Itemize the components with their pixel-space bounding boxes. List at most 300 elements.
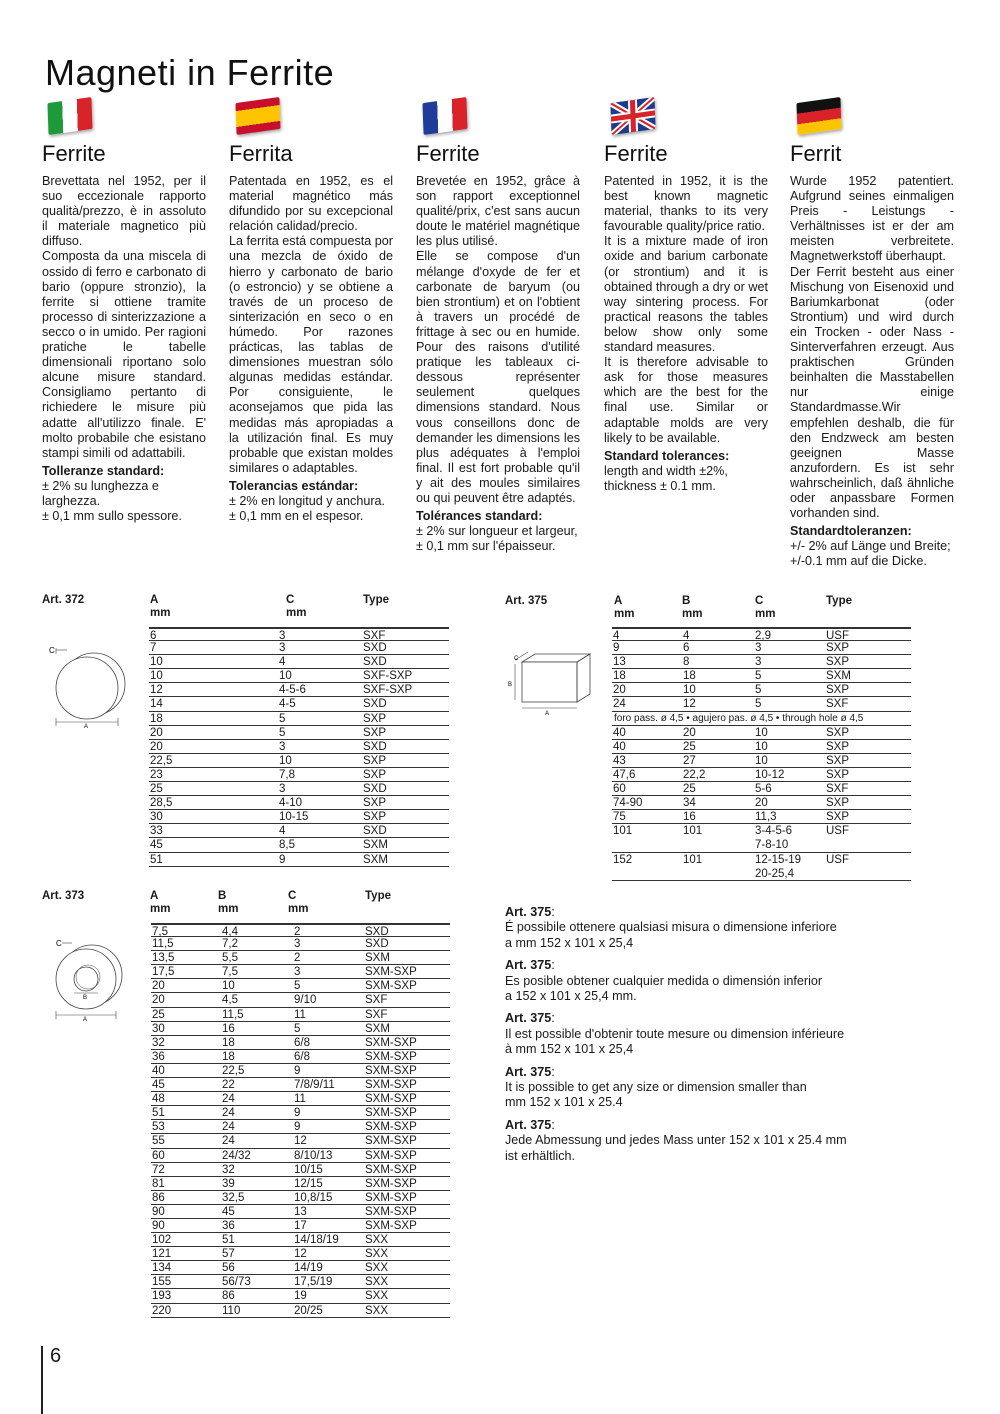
table-cell: SXP [826,684,850,697]
column-body: Patentada en 1952, es el material magnético más difundido por su excepcional relación calidad/precio. [229,174,393,234]
table-cell: SXX [365,1234,389,1247]
table-cell: 9/10 [294,994,317,1007]
table-cell: SXD [365,938,389,951]
table-cell: SXX [365,1290,389,1303]
table-cell: SXP [826,726,850,739]
table-cell: SXM [363,839,388,852]
table-cell: SXM-SXP [365,980,417,993]
table-cell: 60 [613,783,626,796]
table-cell: 20 [683,726,696,739]
table-row [151,1008,450,1022]
column-german [790,140,954,569]
table-cell: 6/8 [294,1050,310,1063]
table-cell: 6 [150,630,157,642]
table-cell: SXF [826,698,849,711]
table-row [149,627,449,641]
art-373-table [151,923,450,1318]
table-cell: 23 [150,768,163,781]
column-heading: Ferrit [790,141,842,166]
art-375-label: Art. 375 [505,595,548,607]
table-cell: 10 [755,754,768,767]
table-row [151,1275,450,1289]
table-row [151,923,450,937]
dimension-a-label: A [545,711,550,717]
table-cell: 34 [683,797,696,810]
table-cell: 57 [222,1248,235,1261]
note-text: Es posible obtener cualquier medida o dimensión inferior [505,973,823,988]
table-cell: SXM-SXP [365,1135,417,1148]
table-cell: 4-10 [279,797,303,810]
germany-flag-icon [796,97,841,135]
table-cell: 72 [152,1163,165,1176]
table-row [612,796,911,810]
table-row [612,726,911,740]
table-cell: SXM-SXP [365,1205,417,1218]
table-cell: 81 [152,1177,165,1190]
table-cell: 27 [683,754,696,767]
tolerance-heading: Standardtoleranzen: [790,524,912,539]
table-cell: 7 [150,642,157,655]
table-cell: SXP [363,811,387,824]
table-cell: 22 [222,1079,235,1092]
table-cell: 18 [222,1036,235,1049]
column-body: Wurde 1952 patentiert. Aufgrund seines einmaligen Preis - Leistungs - Verhältnisses ist er der am meisten verbreitete. Magnetwerkstoff überhaupt. [790,174,954,264]
table-cell: 75 [613,811,626,824]
table-cell: 13,5 [152,952,175,965]
table-row [151,1177,450,1191]
table-row [151,937,450,951]
table-cell: 24 [222,1121,235,1134]
table-cell: 45 [150,839,163,852]
dimension-c-label: C [514,656,519,662]
table-cell: 53 [152,1121,165,1134]
table-cell: 24 [613,698,626,711]
table-cell: 10 [279,754,292,767]
column-body: Composta da una miscela di ossido di ferro e carbonato di bario (oppure stronzio), la ferrite si ottiene tramite processo di sinterizzazione a secco o in umido. Per ragioni pratiche le tabelle dimensionali riportano solo alcune misure standard. Consigliamo pertanto di richiedere le misure più adatte all'utilizzo finale. E' molto probabile che esistano stampi simili od adattabili. [42,249,206,460]
table-cell: 43 [613,754,626,767]
block-magnet-diagram [502,650,607,720]
table-row [151,1191,450,1205]
column-header-a [150,594,170,620]
table-cell: 56 [222,1262,235,1275]
table-cell: 18 [222,1050,235,1063]
table-cell: 22,2 [683,768,706,781]
table-cell: 17,5/19 [294,1276,333,1289]
table-cell: SXM-SXP [365,1093,417,1106]
table-cell: 47,6 [613,768,636,781]
table-cell: 12 [294,1248,307,1261]
table-row [151,1205,450,1219]
header-unit: mm [755,608,776,620]
table-cell: 8/10/13 [294,1149,333,1162]
table-cell: SXM-SXP [365,1163,417,1176]
table-cell: 20 [755,797,768,810]
table-cell: 3 [755,656,762,669]
table-cell: SXF [826,783,849,796]
column-body: La ferrita está compuesta por una mezcla de óxido de hierro y carbonato de bario (o estroncio) y se obtiene a través de un proceso de sinterización en seco o en húmedo. Por razones prácticas, las tablas de dimensiones muestran sólo algunas medidas estándar. Por consiguiente, le aconsejamos que pida las medidas más apropiadas a la utilización final. Es muy probable que existan moldes similares o adaptables. [229,234,393,475]
table-row [149,754,449,768]
table-cell: 60 [152,1149,165,1162]
header-unit: mm [614,608,635,620]
table-cell: 22,5 [222,1064,245,1077]
note-block: Art. 375: Il est possible d'obtenir toute mesure ou dimension inférieure à mm 152 x 101 x 25,4 [505,1011,885,1057]
note-text: a 152 x 101 x 25,4 mm. [505,989,637,1004]
table-cell: 19 [294,1290,307,1303]
table-cell: 101 [683,825,703,838]
table-cell: 16 [683,811,696,824]
header-unit: mm [150,903,171,915]
table-row [149,782,449,796]
table-row [151,1304,450,1318]
table-cell: 3 [294,938,301,951]
table-row [151,1233,450,1247]
column-body: Der Ferrit besteht aus einer Mischung von Eisenoxid und Bariumkarbonat (oder Strontium) und wird durch ein Trocken - oder Nass - Sinterverfahren erzeugt. Aus praktischen Gründen beinhalten die Masstabellen nur einige Standardmasse.Wir empfehlen deshalb, die für den Endzweck am besten geeignen Masse anzufordern. Es ist sehr wahrscheinlich, daß ähnliche oder anpassbare Formen vorhanden sind. [790,264,954,521]
table-row [149,683,449,697]
note-text: à mm 152 x 101 x 25,4 [505,1042,634,1057]
table-row [612,768,911,782]
table-cell: SXM-SXP [365,1219,417,1232]
table-cell: 7-8-10 [755,839,789,852]
table-cell: 10,8/15 [294,1191,333,1204]
table-cell: 134 [152,1262,172,1275]
table-cell: 3 [279,630,286,642]
table-cell: SXM-SXP [365,1064,417,1077]
table-row [612,853,911,881]
table-row [149,712,449,726]
table-row [151,965,450,979]
column-header-c [755,595,775,621]
table-cell: SXX [365,1304,389,1317]
table-row [149,655,449,669]
dimension-b-label: B [83,995,88,1001]
table-cell: USF [826,825,849,838]
table-cell: 48 [152,1093,165,1106]
table-row [151,1106,450,1120]
table-cell: 4 [683,630,690,642]
header-label: B [682,595,691,607]
table-cell: USF [826,630,849,642]
table-cell: 2,9 [755,630,771,642]
table-cell: SXM [363,853,388,866]
table-cell: 40 [613,726,626,739]
table-cell: 7/8/9/11 [294,1079,335,1092]
table-cell: SXM-SXP [365,1149,417,1162]
table-cell: 10 [683,684,696,697]
table-cell: 13 [613,656,626,669]
tolerance-text: ± 2% en longitud y anchura. [229,493,386,508]
note-label: Art. 375 [505,1064,552,1079]
ring-magnet-diagram [40,935,145,1025]
table-row [151,1247,450,1261]
column-body: Brevetée en 1952, grâce à son rapport exceptionnel qualité/prix, c'est sans aucun doute le matériel magnétique les plus utilisé. [416,174,580,249]
table-cell: 18 [613,670,626,683]
column-body: It is therefore advisable to ask for those measures which are the best for the final use. Similar or adaptable molds are very likely to be available. [604,355,768,445]
column-header-type: Type [826,595,852,607]
table-cell: 7,2 [222,938,238,951]
table-cell: SXX [365,1262,389,1275]
uk-flag-icon [610,97,655,135]
table-cell: 45 [152,1079,165,1092]
table-cell: 4 [613,630,620,642]
table-cell: SXP [826,768,850,781]
table-row [151,1022,450,1036]
tolerance-text: length and width ±2%, thickness ± 0.1 mm. [604,463,728,493]
column-body: Patented in 1952, it is the best known magnetic material, thanks to its very favourable quality/price ratio. [604,174,768,234]
table-cell: 5,5 [222,952,238,965]
table-row [151,1149,450,1163]
table-row [151,1078,450,1092]
table-cell: 20 [152,980,165,993]
tolerance-heading: Tolleranze standard: [42,463,165,478]
column-header-c [288,890,308,916]
table-cell: 18 [150,712,163,725]
table-cell: 24 [222,1107,235,1120]
table-cell: 5 [294,980,301,993]
tolerance-text: ± 0,1 mm sur l'épaisseur. [416,539,556,554]
page-title: Magneti in Ferrite [45,52,335,93]
note-block: Art. 375: É possibile ottenere qualsiasi misura o dimensione inferiore a mm 152 x 101 x 25,4 [505,905,885,951]
column-heading: Ferrite [604,141,668,166]
table-cell: SXM-SXP [365,1121,417,1134]
table-cell: 9 [294,1121,301,1134]
table-row [612,641,911,655]
table-row [612,627,911,641]
table-cell: 20 [150,740,163,753]
column-header-a [150,890,170,916]
table-cell: 220 [152,1304,172,1317]
column-french [416,140,580,554]
note-text: a mm 152 x 101 x 25,4 [505,935,634,950]
table-cell: 32 [222,1163,235,1176]
table-cell: 10-12 [755,768,785,781]
column-spanish [229,140,393,524]
table-cell: 152 [613,853,633,866]
tolerance-text: +/-0.1 mm auf die Dicke. [790,554,927,569]
note-block: Art. 375: Es posible obtener cualquier medida o dimensión inferior a 152 x 101 x 25,4 mm. [505,958,885,1004]
table-row [612,740,911,754]
tolerance-text: ± 0,1 mm en el espesor. [229,509,364,524]
table-cell: 3-4-5-6 [755,825,793,838]
table-row [612,810,911,824]
column-heading: Ferrite [416,141,480,166]
table-cell: 9 [279,853,286,866]
table-row [149,740,449,754]
header-unit: mm [218,903,239,915]
table-cell: 40 [152,1064,165,1077]
column-header-a [614,595,634,621]
table-cell: 4,4 [222,926,238,938]
header-label: C [755,595,764,607]
table-cell: 10 [150,656,163,669]
table-cell: SXD [363,642,387,655]
table-cell: SXM-SXP [365,1036,417,1049]
table-cell: 30 [152,1022,165,1035]
table-cell: 7,5 [222,966,238,979]
table-cell: 9 [294,1064,301,1077]
tolerance-heading: Tolérances standard: [416,509,543,524]
table-row [149,726,449,740]
table-cell: 20/25 [294,1304,323,1317]
table-cell: SXD [363,656,387,669]
table-cell: 20 [152,994,165,1007]
table-cell: 9 [294,1107,301,1120]
note-text: mm 152 x 101 x 25.4 [505,1095,623,1110]
header-label: B [218,890,227,902]
table-cell: SXM-SXP [365,1050,417,1063]
table-cell: 12 [294,1135,307,1148]
page-margin-line [41,1346,43,1414]
note-block: Art. 375: It is possible to get any size or dimension smaller than mm 152 x 101 x 25.4 [505,1065,885,1111]
header-unit: mm [150,607,171,619]
tolerance-text: ± 0,1 mm sullo spessore. [42,509,182,524]
table-cell: 3 [294,966,301,979]
table-cell: SXD [363,783,387,796]
table-cell: 55 [152,1135,165,1148]
table-cell: SXM-SXP [365,1177,417,1190]
header-label: A [614,595,623,607]
disc-magnet-diagram [40,640,145,730]
art-375-table [612,627,911,881]
france-flag-icon [422,97,467,135]
tolerance-heading: Tolerancias estándar: [229,478,359,493]
table-row [151,1219,450,1233]
column-heading: Ferrite [42,141,106,166]
table-cell: SXP [826,656,850,669]
table-cell: 16 [222,1022,235,1035]
table-cell: 24 [222,1093,235,1106]
table-cell: 101 [613,825,633,838]
table-cell: 32,5 [222,1191,245,1204]
note-label: Art. 375 [505,1117,552,1132]
table-cell: 25 [150,783,163,796]
table-cell: 51 [222,1234,235,1247]
table-cell: SXM [365,1022,390,1035]
table-cell: 121 [152,1248,172,1261]
table-cell: SXD [363,825,387,838]
table-cell: SXP [826,797,850,810]
note-label: Art. 375 [505,905,552,919]
table-cell: 12 [150,684,163,697]
table-cell: 8,5 [279,839,295,852]
table-cell: SXF [365,994,388,1007]
table-row [151,1289,450,1303]
table-cell: SXP [826,740,850,753]
table-cell: SXM-SXP [365,1107,417,1120]
header-label: C [288,890,297,902]
table-cell: 6 [683,642,690,655]
column-header-c [286,594,306,620]
dimension-b-label: B [508,682,513,688]
table-cell: 5 [755,698,762,711]
table-row [151,951,450,965]
table-row [151,1064,450,1078]
table-cell: 110 [222,1304,241,1317]
table-cell: 32 [152,1036,165,1049]
table-cell: 4,5 [222,994,238,1007]
table-cell: 5 [294,1022,301,1035]
table-cell: 22,5 [150,754,173,767]
table-cell: 39 [222,1177,235,1190]
table-row [612,782,911,796]
column-header-b [682,595,702,621]
column-body: Elle se compose d'un mélange d'oxyde de fer et carbonate de baryum (ou bien strontium) et on l'obtient à travers un procédé de frittage à sec ou en humide. Pour des raisons d'utilité pratique les tableaux ci-dessous représenter seulement quelques dimensions standard. Nous vous conseillons donc de demander les dimensions les plus adéquates à l'emploi final. Il est fort probable qu'il y ait des moules similaires ou qui peuvent être adaptés. [416,249,580,505]
table-cell: 3 [279,783,286,796]
table-cell: 86 [222,1290,235,1303]
tolerance-text: +/- 2% auf Länge und Breite; [790,539,951,554]
table-row [612,683,911,697]
table-cell: 14 [150,698,163,711]
table-row [149,697,449,711]
table-cell: 3 [279,740,286,753]
table-cell: 10 [150,670,163,683]
table-cell: SXD [363,740,387,753]
header-unit: mm [286,607,307,619]
table-cell: 2 [294,926,301,938]
note-label: Art. 375 [505,1011,552,1026]
table-row [149,810,449,824]
table-row [151,1050,450,1064]
table-cell: 24 [222,1135,235,1148]
note-block: Art. 375: Jede Abmessung und jedes Mass unter 152 x 101 x 25.4 mm ist erhältlich. [505,1118,885,1164]
header-unit: mm [682,608,703,620]
table-cell: SXM [826,670,851,683]
table-cell: SXP [363,712,387,725]
table-cell: 11,5 [152,938,174,951]
art-372-label: Art. 372 [42,594,85,606]
header-label: A [150,594,159,606]
table-cell: 90 [152,1219,165,1232]
table-cell: 51 [152,1107,165,1120]
art-375-notes [505,905,885,1171]
spain-flag-icon [235,97,280,135]
table-row [149,669,449,683]
table-cell: SXP [363,726,387,739]
table-cell: 40 [613,740,626,753]
table-row [151,1120,450,1134]
table-cell: 25 [683,783,696,796]
table-cell: 45 [222,1205,235,1218]
art-372-table [149,627,449,867]
table-cell: USF [826,853,849,866]
table-cell: SXF-SXP [363,670,413,683]
table-cell: SXP [363,754,387,767]
table-row [149,853,449,867]
table-cell: SXP [826,754,850,767]
table-cell: 10/15 [294,1163,323,1176]
table-cell: SXX [365,1276,389,1289]
table-cell: 86 [152,1191,165,1204]
table-cell: 12 [683,698,696,711]
table-cell: SXP [826,642,850,655]
table-cell: 10 [279,670,292,683]
table-cell: 4-5 [279,698,296,711]
table-cell: 25 [683,740,696,753]
table-cell: 11,5 [222,1008,244,1021]
table-cell: 13 [294,1205,307,1218]
table-cell: 6/8 [294,1036,310,1049]
table-cell: 155 [152,1276,172,1289]
table-row [151,1134,450,1148]
table-cell: 12-15-19 [755,853,802,866]
table-cell: 5 [279,712,286,725]
tolerance-text: ± 2% sur longueur et largeur, [416,524,578,539]
note-label: Art. 375 [505,958,552,973]
dimension-c-label: C [56,939,62,948]
table-row [612,754,911,768]
column-header-type: Type [365,890,391,902]
table-row [612,669,911,683]
dimension-a-label: A [83,1017,88,1023]
